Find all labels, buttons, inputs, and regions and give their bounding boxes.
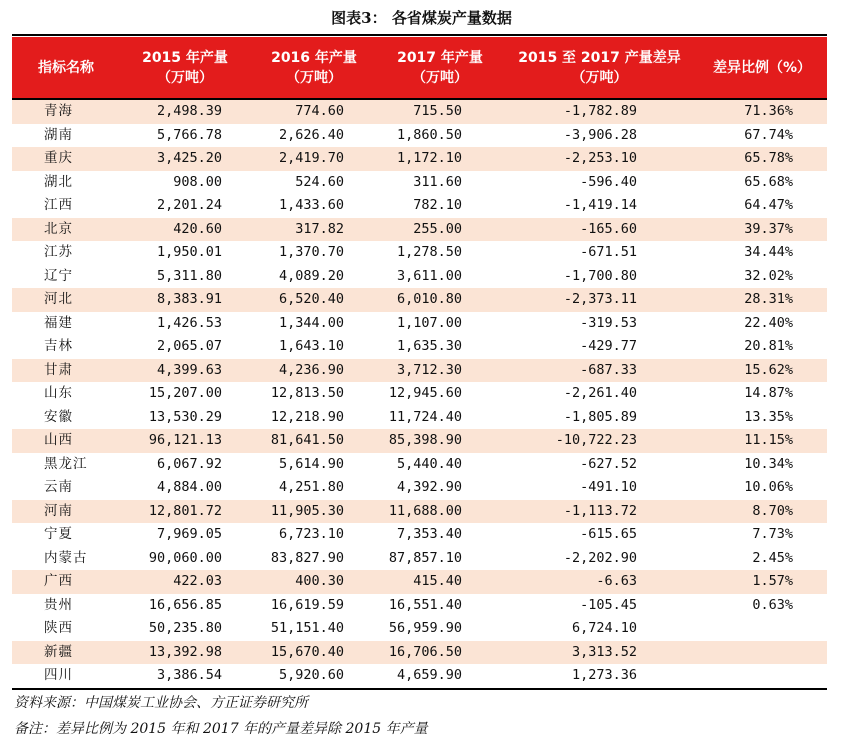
- table-row: [12, 288, 827, 312]
- cell-name: 贵州: [44, 596, 73, 613]
- cell-name: 江苏: [44, 244, 73, 260]
- cell-y2017: 1,278.50: [396, 244, 462, 260]
- cell-y2015: 3,386.54: [120, 664, 250, 689]
- cell-y2016: 774.60: [250, 99, 378, 124]
- cell-name: 四川: [12, 664, 120, 689]
- table-row: [12, 335, 827, 359]
- cell-y2016: 5,920.60: [250, 664, 378, 689]
- cell-y2017: 16,706.50: [378, 641, 502, 665]
- cell-name: 山东: [44, 385, 73, 401]
- cell-ratio: 2.45%: [752, 549, 793, 566]
- cell-y2017: 5,440.40: [396, 455, 462, 472]
- cell-y2016: 1,433.60: [278, 197, 344, 213]
- table-row: [12, 617, 827, 641]
- cell-name: 重庆: [12, 147, 120, 171]
- table-row: [12, 500, 827, 524]
- cell-y2017: 7,353.40: [396, 526, 462, 542]
- cell-ratio: 71.36%: [697, 99, 827, 124]
- cell-name: 青海: [12, 99, 120, 124]
- cell-diff: 6,724.10: [571, 620, 637, 636]
- cell-y2017: 16,551.40: [388, 596, 462, 613]
- cell-diff: -165.60: [502, 218, 697, 242]
- cell-y2016: 1,643.10: [278, 338, 344, 354]
- cell-name: 甘肃: [12, 359, 120, 383]
- cell-y2015: 4,399.63: [120, 359, 250, 383]
- cell-y2016: 83,827.90: [270, 549, 344, 566]
- cell-name: 辽宁: [44, 267, 73, 284]
- cell-ratio: 22.40%: [744, 314, 793, 331]
- cell-y2016: 524.60: [295, 173, 344, 190]
- cell-name: 北京: [12, 218, 120, 242]
- cell-name: 广西: [12, 570, 120, 594]
- cell-y2015: 908.00: [173, 173, 222, 190]
- cell-y2015: 12,801.72: [120, 500, 250, 524]
- table-row: [12, 547, 827, 571]
- cell-ratio: 10.06%: [744, 479, 793, 495]
- table-row: [12, 99, 827, 124]
- cell-y2017: 12,945.60: [388, 385, 462, 401]
- cell-y2017: 3,611.00: [396, 267, 462, 284]
- cell-ratio: 1.57%: [697, 570, 827, 594]
- cell-diff: -6.63: [502, 570, 697, 594]
- cell-ratio: 28.31%: [697, 288, 827, 312]
- source-note: 资料来源：中国煤炭工业协会、方正证券研究所: [14, 695, 308, 711]
- cell-y2017: 4,659.90: [378, 664, 502, 689]
- cell-diff: -1,782.89: [502, 99, 697, 124]
- header-cell: 2017 年产量 （万吨）: [378, 37, 502, 99]
- cell-y2015: 422.03: [120, 570, 250, 594]
- cell-diff: 3,313.52: [502, 641, 697, 665]
- cell-name: 云南: [44, 479, 73, 495]
- cell-y2015: 6,067.92: [156, 455, 222, 472]
- cell-y2017: 87,857.10: [388, 549, 462, 566]
- cell-y2016: 2,419.70: [250, 147, 378, 171]
- cell-ratio: 67.74%: [744, 126, 793, 143]
- cell-ratio: 8.70%: [697, 500, 827, 524]
- cell-y2016: 4,251.80: [278, 479, 344, 495]
- table-row: [12, 406, 827, 430]
- cell-diff: -105.45: [580, 596, 637, 613]
- cell-ratio: 10.34%: [744, 455, 793, 472]
- cell-y2015: 5,311.80: [156, 267, 222, 284]
- cell-y2015: 1,950.01: [156, 244, 222, 260]
- cell-ratio: 11.15%: [697, 429, 827, 453]
- cell-diff: 1,273.36: [502, 664, 697, 689]
- header-cell: 差异比例（%）: [697, 37, 827, 99]
- cell-ratio: [697, 617, 827, 641]
- table-row: [12, 382, 827, 406]
- table-row: [12, 124, 827, 148]
- table-row: [12, 265, 827, 289]
- cell-y2017: 782.10: [413, 197, 462, 213]
- table-row: [12, 218, 827, 242]
- cell-diff: -2,373.11: [502, 288, 697, 312]
- table-row: [12, 476, 827, 500]
- cell-diff: -10,722.23: [502, 429, 697, 453]
- cell-diff: -491.10: [580, 479, 637, 495]
- cell-ratio: 65.68%: [744, 173, 793, 190]
- cell-diff: -1,113.72: [502, 500, 697, 524]
- cell-diff: -1,700.80: [563, 267, 637, 284]
- table-row: [12, 664, 827, 689]
- cell-name: 吉林: [44, 338, 73, 354]
- cell-y2015: 1,426.53: [156, 314, 222, 331]
- cell-ratio: 0.63%: [752, 596, 793, 613]
- header-cell: 2016 年产量 （万吨）: [250, 37, 378, 99]
- cell-name: 黑龙江: [44, 455, 88, 472]
- cell-y2017: 11,724.40: [388, 408, 462, 425]
- cell-y2015: 2,065.07: [156, 338, 222, 354]
- cell-name: 山西: [12, 429, 120, 453]
- cell-diff: -429.77: [580, 338, 637, 354]
- cell-ratio: [697, 664, 827, 689]
- header-row: [12, 37, 827, 99]
- cell-ratio: 7.73%: [752, 526, 793, 542]
- cell-y2017: 1,860.50: [396, 126, 462, 143]
- cell-diff: -596.40: [580, 173, 637, 190]
- cell-y2015: 7,969.05: [156, 526, 222, 542]
- cell-diff: -2,202.90: [563, 549, 637, 566]
- cell-ratio: 34.44%: [744, 244, 793, 260]
- cell-name: 湖南: [44, 126, 73, 143]
- header-cell: 指标名称: [12, 37, 120, 99]
- cell-y2016: 6,723.10: [278, 526, 344, 542]
- cell-y2015: 16,656.85: [148, 596, 222, 613]
- cell-ratio: 13.35%: [744, 408, 793, 425]
- cell-name: 江西: [44, 197, 73, 213]
- cell-ratio: [697, 641, 827, 665]
- cell-ratio: 15.62%: [697, 359, 827, 383]
- cell-y2016: 1,370.70: [278, 244, 344, 260]
- cell-ratio: 64.47%: [744, 197, 793, 213]
- cell-y2017: 1,172.10: [378, 147, 502, 171]
- cell-y2016: 16,619.59: [270, 596, 344, 613]
- cell-y2016: 11,905.30: [250, 500, 378, 524]
- remark-note: 备注：差异比例为 2015 年和 2017 年的产量差异除 2015 年产量: [14, 721, 428, 737]
- cell-diff: -615.65: [580, 526, 637, 542]
- cell-y2016: 51,151.40: [270, 620, 344, 636]
- cell-diff: -2,261.40: [563, 385, 637, 401]
- cell-name: 陕西: [44, 620, 73, 636]
- table-row: [12, 241, 827, 265]
- cell-y2015: 90,060.00: [148, 549, 222, 566]
- cell-name: 河北: [12, 288, 120, 312]
- cell-name: 新疆: [12, 641, 120, 665]
- cell-diff: -1,419.14: [563, 197, 637, 213]
- cell-y2017: 3,712.30: [378, 359, 502, 383]
- table-row: [12, 523, 827, 547]
- cell-name: 河南: [12, 500, 120, 524]
- cell-ratio: 32.02%: [744, 267, 793, 284]
- cell-y2015: 13,530.29: [148, 408, 222, 425]
- cell-y2017: 311.60: [413, 173, 462, 190]
- cell-diff: -319.53: [580, 314, 637, 331]
- cell-y2015: 3,425.20: [120, 147, 250, 171]
- cell-ratio: 14.87%: [744, 385, 793, 401]
- cell-y2016: 12,813.50: [270, 385, 344, 401]
- table-title: 图表3： 各省煤炭产量数据: [331, 9, 512, 27]
- cell-diff: -1,805.89: [563, 408, 637, 425]
- cell-y2016: 400.30: [250, 570, 378, 594]
- cell-y2017: 4,392.90: [396, 479, 462, 495]
- cell-y2017: 85,398.90: [378, 429, 502, 453]
- cell-y2015: 2,201.24: [156, 197, 222, 213]
- table-row: [12, 453, 827, 477]
- cell-y2015: 4,884.00: [156, 479, 222, 495]
- cell-y2017: 1,635.30: [396, 338, 462, 354]
- cell-y2017: 1,107.00: [396, 314, 462, 331]
- cell-name: 宁夏: [44, 526, 73, 542]
- cell-diff: -2,253.10: [502, 147, 697, 171]
- cell-y2015: 8,383.91: [120, 288, 250, 312]
- cell-y2016: 15,670.40: [250, 641, 378, 665]
- cell-y2016: 2,626.40: [278, 126, 344, 143]
- cell-name: 福建: [44, 314, 73, 331]
- table-row: [12, 171, 827, 195]
- cell-name: 湖北: [44, 173, 73, 190]
- cell-name: 安徽: [44, 408, 73, 425]
- top-rule: [12, 34, 827, 36]
- table-row: [12, 147, 827, 171]
- cell-y2016: 4,236.90: [250, 359, 378, 383]
- cell-ratio: 20.81%: [744, 338, 793, 354]
- table-row: [12, 194, 827, 218]
- cell-y2015: 15,207.00: [148, 385, 222, 401]
- cell-name: 内蒙古: [44, 549, 88, 566]
- header-cell: 2015 至 2017 产量差异 （万吨）: [502, 37, 697, 99]
- table-row: [12, 312, 827, 336]
- cell-ratio: 39.37%: [697, 218, 827, 242]
- cell-y2015: 96,121.13: [120, 429, 250, 453]
- cell-y2017: 11,688.00: [378, 500, 502, 524]
- cell-y2017: 56,959.90: [388, 620, 462, 636]
- table-row: [12, 429, 827, 453]
- cell-y2015: 50,235.80: [148, 620, 222, 636]
- table-row: [12, 594, 827, 618]
- cell-diff: -687.33: [502, 359, 697, 383]
- cell-y2016: 6,520.40: [250, 288, 378, 312]
- cell-y2017: 6,010.80: [378, 288, 502, 312]
- cell-y2016: 5,614.90: [278, 455, 344, 472]
- cell-y2016: 81,641.50: [250, 429, 378, 453]
- cell-y2017: 255.00: [378, 218, 502, 242]
- cell-y2016: 4,089.20: [278, 267, 344, 284]
- table-row: [12, 641, 827, 665]
- cell-ratio: 65.78%: [697, 147, 827, 171]
- cell-diff: -3,906.28: [563, 126, 637, 143]
- cell-y2015: 420.60: [120, 218, 250, 242]
- table-row: [12, 359, 827, 383]
- cell-y2015: 2,498.39: [120, 99, 250, 124]
- cell-y2015: 13,392.98: [120, 641, 250, 665]
- cell-y2017: 415.40: [378, 570, 502, 594]
- table-row: [12, 570, 827, 594]
- header-cell: 2015 年产量 （万吨）: [120, 37, 250, 99]
- cell-diff: -671.51: [580, 244, 637, 260]
- cell-diff: -627.52: [580, 455, 637, 472]
- cell-y2016: 12,218.90: [270, 408, 344, 425]
- cell-y2017: 715.50: [378, 99, 502, 124]
- cell-y2016: 317.82: [250, 218, 378, 242]
- cell-y2016: 1,344.00: [278, 314, 344, 331]
- coal-production-table: [12, 37, 827, 690]
- cell-y2015: 5,766.78: [156, 126, 222, 143]
